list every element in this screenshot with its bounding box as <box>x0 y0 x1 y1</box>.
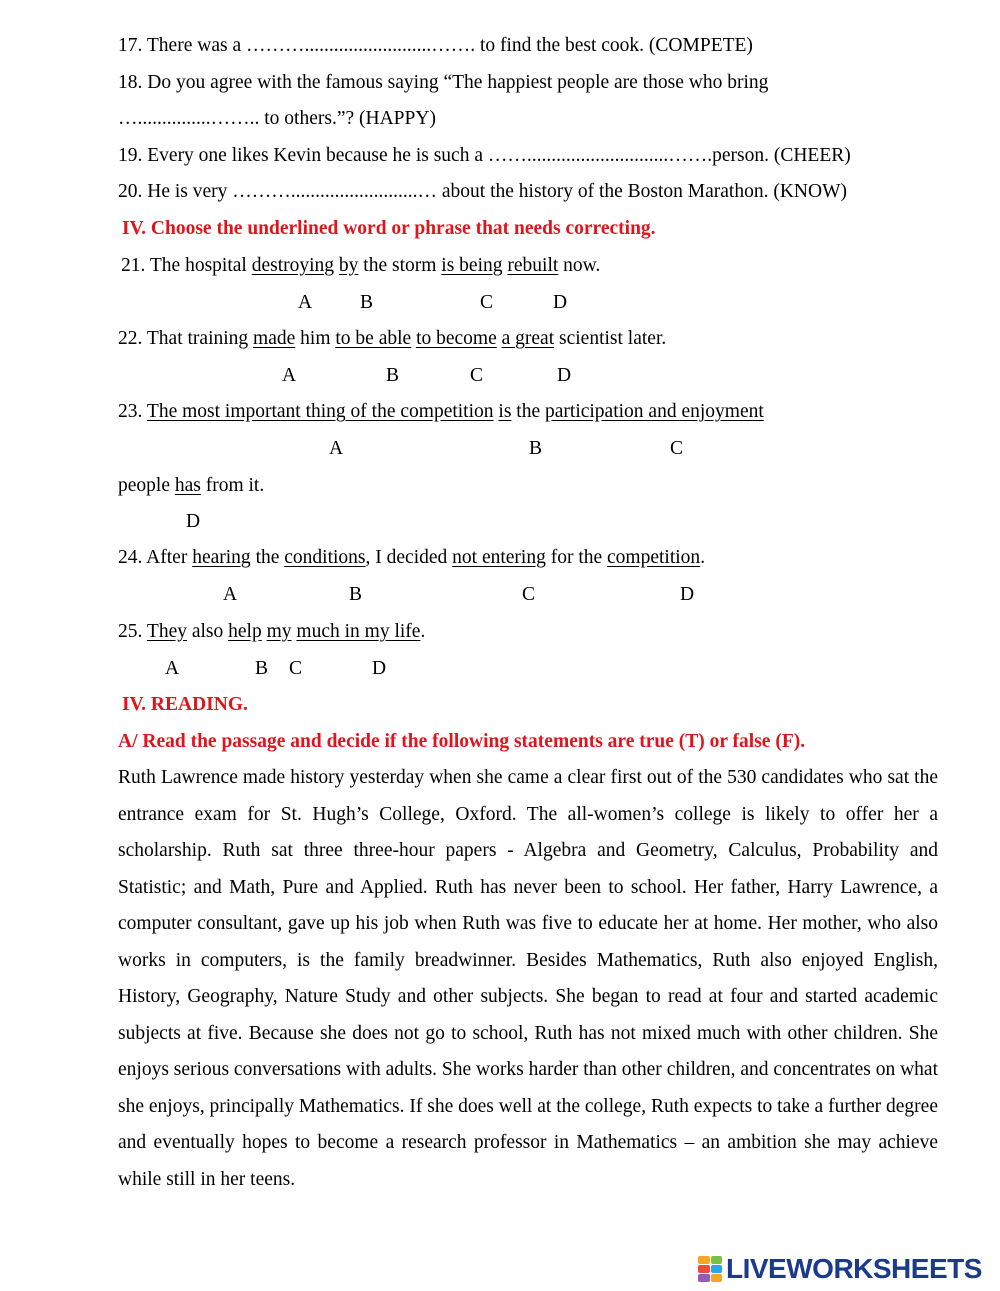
q25-number: 25. <box>118 621 143 642</box>
q21-end: now. <box>563 255 601 276</box>
q23-option-a-text[interactable]: The most important thing of the competition <box>146 401 494 422</box>
question-18-line1: 18. Do you agree with the famous saying “The happiest people are those who bring <box>118 72 769 93</box>
q23-number: 23. <box>118 401 143 422</box>
section-iv-heading: IV. Choose the underlined word or phrase that needs correcting. <box>122 218 656 239</box>
q23-end: from it. <box>205 475 265 496</box>
question-25 <box>118 620 425 644</box>
q22-text: him <box>300 328 331 349</box>
reading-heading: IV. READING. <box>122 694 248 715</box>
q24-label-c: C <box>522 584 536 605</box>
q25-label-d: D <box>372 658 387 679</box>
q23-text-2: people <box>118 475 170 496</box>
question-23 <box>118 400 764 424</box>
q22-option-b-text[interactable]: to be able <box>335 328 412 349</box>
q24-option-a-text[interactable]: hearing <box>192 547 251 568</box>
q25-label-b: B <box>255 658 269 679</box>
q21-number: 21. The hospital <box>121 255 247 276</box>
q21-option-b-text[interactable]: by <box>338 255 359 276</box>
question-24 <box>118 546 705 570</box>
q23-label-b: B <box>529 438 543 459</box>
q24-option-b-text[interactable]: conditions <box>284 547 366 568</box>
q22-end: scientist later. <box>559 328 667 349</box>
q24-text-1: the <box>255 547 280 568</box>
q25-label-c: C <box>289 658 303 679</box>
q25-option-a-text[interactable]: They <box>146 621 187 642</box>
question-22 <box>118 327 666 351</box>
q25-label-a: A <box>165 658 180 679</box>
q22-option-c-text[interactable]: to become <box>416 328 497 349</box>
question-17: 17. There was a ………..........................……. to find the best cook. (COMPETE) <box>118 35 753 56</box>
q23-option-d-text[interactable]: has <box>174 475 201 496</box>
q24-number: 24. After <box>118 547 188 568</box>
logo-text: LIVEWORKSHEETS <box>726 1253 982 1284</box>
q22-label-d: D <box>557 365 572 386</box>
q23-option-b-text[interactable]: is <box>498 401 512 422</box>
q24-end: . <box>700 547 706 568</box>
q21-label-c: C <box>480 292 494 313</box>
question-20: 20. He is very ………..........................… about the history of the Boston Marathon. (KNOW) <box>118 181 847 202</box>
reading-passage: Ruth Lawrence made history yesterday when she came a clear first out of the 530 candidates who sat the entrance exam for St. Hugh’s College, Oxford. The all-women’s college is likely to offer her a scholarship. Ruth sat three three-hour papers - Algebra and Geometry, Calculus, Probability and Statistic; and Math, Pure and Applied. Ruth has never been to school. Her father, Harry Lawrence, a computer consultant, gave up his job when Ruth was five to educate her at home. Her mother, who also works in computers, is the family breadwinner. Besides Mathematics, Ruth also enjoyed English, History, Geography, Nature Study and other subjects. She began to read at four and started academic subjects at five. Because she does not go to school, Ruth has not mixed much with other children. She enjoys serious conversations with adults. She works harder than other children, and concentrates on what she enjoys, principally Mathematics. If she does well at the college, Ruth expects to take a further degree and eventually hopes to become a research professor in Mathematics – an ambition she may achieve while still in her teens. <box>118 767 938 1190</box>
q25-option-c-text[interactable]: my <box>266 621 292 642</box>
reading-instruction: A/ Read the passage and decide if the following statements are true (T) or false (F). <box>118 731 806 752</box>
q23-text: the <box>516 401 541 422</box>
q21-option-c-text[interactable]: is being <box>441 255 503 276</box>
question-23-line2 <box>118 474 264 498</box>
q23-option-c-text[interactable]: participation and enjoyment <box>545 401 764 422</box>
q24-option-c-text[interactable]: not entering <box>452 547 546 568</box>
q24-option-d-text[interactable]: competition <box>607 547 701 568</box>
q25-text: also <box>191 621 224 642</box>
q21-label-b: B <box>360 292 374 313</box>
q21-option-d-text[interactable]: rebuilt <box>507 255 559 276</box>
q22-label-a: A <box>282 365 297 386</box>
q25-option-b-text[interactable]: help <box>228 621 262 642</box>
q22-number: 22. That training <box>118 328 249 349</box>
logo-icon <box>698 1256 722 1282</box>
q21-option-a-text[interactable]: destroying <box>251 255 335 276</box>
q24-label-b: B <box>349 584 363 605</box>
q25-option-d-text[interactable]: much in my life <box>296 621 421 642</box>
question-19: 19. Every one likes Kevin because he is such a …….............................…….person. (CHEER) <box>118 145 851 166</box>
q24-text-2: , I decided <box>365 547 448 568</box>
q22-label-c: C <box>470 365 484 386</box>
liveworksheets-logo <box>698 1253 982 1285</box>
q23-label-a: A <box>329 438 344 459</box>
q21-text: the storm <box>363 255 437 276</box>
q22-option-a-text[interactable]: made <box>253 328 296 349</box>
question-21 <box>121 254 600 278</box>
q23-label-c: C <box>670 438 684 459</box>
q23-label-d: D <box>186 511 201 532</box>
q21-label-a: A <box>298 292 313 313</box>
q24-label-d: D <box>680 584 695 605</box>
q22-option-d-text[interactable]: a great <box>501 328 555 349</box>
question-18-line2: …...............…….. to others.”? (HAPPY) <box>118 108 436 129</box>
q24-text-3: for the <box>550 547 603 568</box>
q24-label-a: A <box>223 584 238 605</box>
q25-end: . <box>420 621 426 642</box>
q21-label-d: D <box>553 292 568 313</box>
q22-label-b: B <box>386 365 400 386</box>
